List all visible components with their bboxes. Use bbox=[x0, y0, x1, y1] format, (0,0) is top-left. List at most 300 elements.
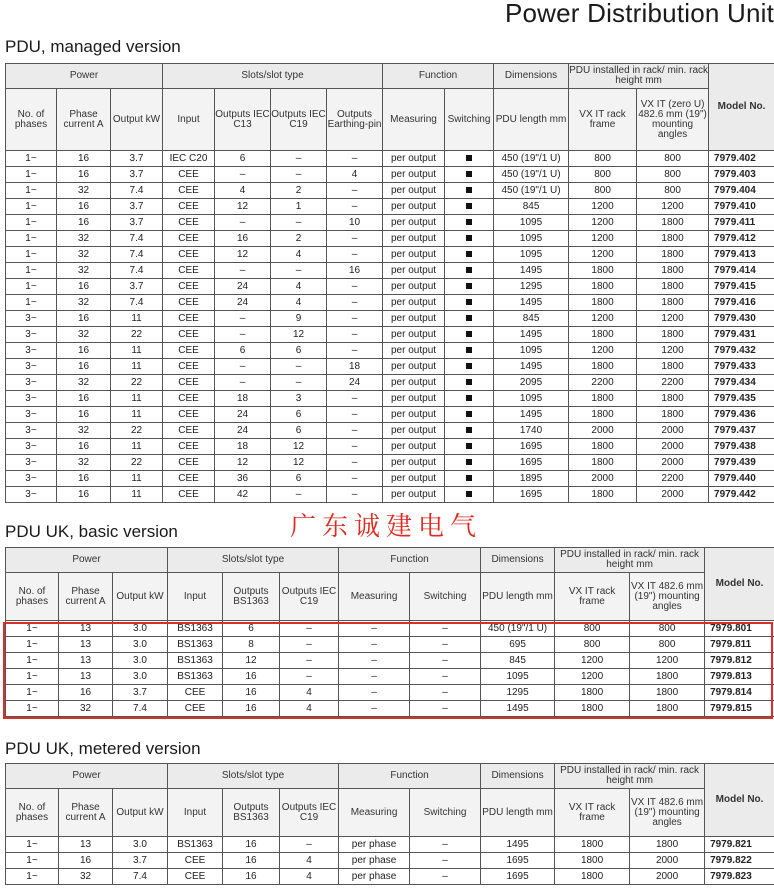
column-header: Outputs BS1363 bbox=[223, 573, 280, 621]
table-cell: 1 bbox=[271, 199, 327, 215]
model-number-cell: 7979.822 bbox=[705, 853, 774, 869]
table-cell: 2095 bbox=[494, 375, 569, 391]
group-header-function: Function bbox=[339, 764, 481, 789]
table-row bbox=[6, 423, 774, 439]
table-cell: 16 bbox=[223, 669, 280, 685]
model-number-cell: 7979.437 bbox=[709, 423, 774, 439]
table-cell: BS1363 bbox=[168, 669, 223, 685]
table-cell: 1800 bbox=[630, 701, 705, 717]
table-cell: 845 bbox=[494, 199, 569, 215]
table-row bbox=[6, 653, 774, 669]
table-row bbox=[6, 455, 774, 471]
table-row bbox=[6, 669, 774, 685]
group-header-power: Power bbox=[6, 764, 168, 789]
table-cell: per output bbox=[383, 231, 445, 247]
table-cell: 6 bbox=[215, 151, 271, 167]
switching-square-icon bbox=[466, 251, 472, 257]
table-cell: 12 bbox=[215, 199, 271, 215]
switching-square-icon bbox=[466, 283, 472, 289]
table-cell: – bbox=[280, 653, 339, 669]
table-cell: 4 bbox=[271, 279, 327, 295]
table-cell: 1200 bbox=[569, 215, 637, 231]
column-header: Input bbox=[168, 573, 223, 621]
table-cell: per output bbox=[383, 375, 445, 391]
table-cell: 7.4 bbox=[111, 247, 163, 263]
table-cell: 1800 bbox=[569, 439, 637, 455]
table-cell: 1200 bbox=[630, 653, 705, 669]
table-cell: 1~ bbox=[6, 215, 57, 231]
column-header: Switching bbox=[445, 89, 494, 151]
table-cell: 800 bbox=[555, 621, 630, 637]
table-cell: 11 bbox=[111, 359, 163, 375]
switching-square-icon bbox=[466, 363, 472, 369]
table-cell: BS1363 bbox=[168, 653, 223, 669]
table-cell: 3~ bbox=[6, 375, 57, 391]
table-cell: 13 bbox=[59, 837, 113, 853]
table-cell: per output bbox=[383, 439, 445, 455]
group-header-slots: Slots/slot type bbox=[168, 764, 339, 789]
table-cell: 13 bbox=[59, 669, 113, 685]
table-cell: 16 bbox=[223, 853, 280, 869]
table-cell: 1800 bbox=[555, 701, 630, 717]
table-cell: 1800 bbox=[569, 327, 637, 343]
model-number-cell: 7979.823 bbox=[705, 869, 774, 885]
table-cell: 800 bbox=[637, 151, 709, 167]
managed-pdu-table bbox=[5, 63, 774, 503]
table-cell: 32 bbox=[57, 263, 111, 279]
switching-square-icon bbox=[466, 443, 472, 449]
table-cell: per output bbox=[383, 423, 445, 439]
table-cell: 13 bbox=[59, 637, 113, 653]
table-cell: 3.7 bbox=[111, 215, 163, 231]
table-cell: 1200 bbox=[569, 247, 637, 263]
table-cell: 450 (19"/1 U) bbox=[494, 151, 569, 167]
table-cell: 13 bbox=[59, 653, 113, 669]
table-cell: 12 bbox=[271, 455, 327, 471]
model-number-cell: 7979.814 bbox=[705, 685, 774, 701]
table-cell: 16 bbox=[223, 685, 280, 701]
table-cell: 1800 bbox=[555, 837, 630, 853]
column-header: VX IT rack frame bbox=[555, 573, 630, 621]
table-cell: 11 bbox=[111, 343, 163, 359]
table-cell: per output bbox=[383, 327, 445, 343]
table-cell: 7.4 bbox=[113, 869, 168, 885]
table-cell: 1800 bbox=[569, 455, 637, 471]
table-cell: 11 bbox=[111, 487, 163, 503]
table-cell: CEE bbox=[163, 471, 215, 487]
model-number-cell: 7979.813 bbox=[705, 669, 774, 685]
table-cell: 2000 bbox=[569, 423, 637, 439]
table-cell: CEE bbox=[163, 183, 215, 199]
column-header-model-no: Model No. bbox=[709, 64, 774, 151]
table-cell: – bbox=[410, 701, 481, 717]
table-cell: 1095 bbox=[494, 343, 569, 359]
column-header: VX IT 482.6 mm (19") mounting angles bbox=[630, 789, 705, 837]
column-header: Output kW bbox=[111, 89, 163, 151]
column-header: PDU length mm bbox=[481, 573, 555, 621]
table-cell: – bbox=[327, 423, 383, 439]
table-cell: 9 bbox=[271, 311, 327, 327]
table-cell: 32 bbox=[57, 423, 111, 439]
table-cell: – bbox=[410, 837, 481, 853]
table-cell: 800 bbox=[569, 183, 637, 199]
model-number-cell: 7979.438 bbox=[709, 439, 774, 455]
table-cell: 1800 bbox=[630, 837, 705, 853]
table-cell: 1495 bbox=[494, 327, 569, 343]
table-cell: 1~ bbox=[6, 669, 59, 685]
column-header: Outputs IEC C19 bbox=[280, 573, 339, 621]
table-cell: 3~ bbox=[6, 359, 57, 375]
table-cell: – bbox=[280, 837, 339, 853]
table-cell: 22 bbox=[111, 327, 163, 343]
table-cell: 1800 bbox=[637, 407, 709, 423]
table-cell: per output bbox=[383, 167, 445, 183]
column-header-model-no: Model No. bbox=[705, 764, 774, 837]
table-cell: CEE bbox=[163, 423, 215, 439]
table-cell: 450 (19"/1 U) bbox=[494, 183, 569, 199]
table-cell: 1800 bbox=[637, 359, 709, 375]
table-cell: 1200 bbox=[637, 343, 709, 359]
switching-square-icon bbox=[466, 395, 472, 401]
model-number-cell: 7979.801 bbox=[705, 621, 774, 637]
table-cell: 16 bbox=[57, 167, 111, 183]
table-cell: 6 bbox=[215, 343, 271, 359]
table-cell: 1~ bbox=[6, 295, 57, 311]
section-heading-managed: PDU, managed version bbox=[5, 37, 181, 56]
table-cell: 1800 bbox=[555, 869, 630, 885]
table-cell: 24 bbox=[215, 279, 271, 295]
table-cell: 1495 bbox=[494, 359, 569, 375]
table-cell: – bbox=[410, 637, 481, 653]
model-number-cell: 7979.415 bbox=[709, 279, 774, 295]
table-cell: 32 bbox=[57, 247, 111, 263]
table-cell: 32 bbox=[57, 231, 111, 247]
uk-basic-pdu-table bbox=[5, 547, 774, 717]
table-row bbox=[6, 279, 774, 295]
table-cell: – bbox=[327, 151, 383, 167]
table-cell: 1~ bbox=[6, 621, 59, 637]
table-cell: 1495 bbox=[481, 701, 555, 717]
table-cell: 4 bbox=[271, 295, 327, 311]
model-number-cell: 7979.434 bbox=[709, 375, 774, 391]
table-cell: 2000 bbox=[637, 487, 709, 503]
table-cell: – bbox=[410, 653, 481, 669]
table-cell: – bbox=[327, 455, 383, 471]
table-cell: per output bbox=[383, 455, 445, 471]
column-header-model-no: Model No. bbox=[705, 548, 774, 621]
table-cell: – bbox=[327, 183, 383, 199]
table-cell: – bbox=[215, 311, 271, 327]
table-cell: 16 bbox=[223, 701, 280, 717]
table-cell: 3.0 bbox=[113, 669, 168, 685]
switching-square-icon bbox=[466, 219, 472, 225]
table-cell: 1695 bbox=[494, 487, 569, 503]
table-cell: 845 bbox=[481, 653, 555, 669]
table-cell: – bbox=[327, 407, 383, 423]
table-cell: 1095 bbox=[494, 215, 569, 231]
column-header: No. of phases bbox=[6, 573, 59, 621]
table-row bbox=[6, 215, 774, 231]
table-cell: CEE bbox=[163, 215, 215, 231]
table-cell: 3~ bbox=[6, 311, 57, 327]
table-cell: 6 bbox=[271, 343, 327, 359]
table-cell: – bbox=[410, 685, 481, 701]
table-cell: 1495 bbox=[494, 295, 569, 311]
table-cell: 1200 bbox=[555, 653, 630, 669]
table-cell: 1800 bbox=[569, 391, 637, 407]
table-cell: per output bbox=[383, 471, 445, 487]
table-cell bbox=[445, 263, 494, 279]
table-cell: 18 bbox=[215, 439, 271, 455]
table-cell: 16 bbox=[57, 279, 111, 295]
model-number-cell: 7979.403 bbox=[709, 167, 774, 183]
column-header: Measuring bbox=[383, 89, 445, 151]
table-cell: 1~ bbox=[6, 231, 57, 247]
switching-square-icon bbox=[466, 267, 472, 273]
model-number-cell: 7979.431 bbox=[709, 327, 774, 343]
table-cell: 2000 bbox=[569, 471, 637, 487]
table-cell bbox=[445, 183, 494, 199]
table-cell: – bbox=[327, 327, 383, 343]
watermark-text: 广东诚建电气 bbox=[290, 512, 483, 542]
table-row bbox=[6, 295, 774, 311]
table-cell bbox=[445, 423, 494, 439]
table-cell: 3~ bbox=[6, 471, 57, 487]
table-cell: per output bbox=[383, 151, 445, 167]
table-row bbox=[6, 151, 774, 167]
table-cell: 1~ bbox=[6, 279, 57, 295]
table-cell: 1800 bbox=[637, 295, 709, 311]
table-cell: 1800 bbox=[637, 247, 709, 263]
table-cell: 6 bbox=[223, 621, 280, 637]
table-cell bbox=[445, 311, 494, 327]
table-cell: 12 bbox=[271, 439, 327, 455]
model-number-cell: 7979.442 bbox=[709, 487, 774, 503]
table-cell: CEE bbox=[168, 685, 223, 701]
table-cell bbox=[445, 343, 494, 359]
table-cell bbox=[445, 247, 494, 263]
table-cell: per phase bbox=[339, 853, 410, 869]
table-cell: 16 bbox=[57, 487, 111, 503]
table-cell: 10 bbox=[327, 215, 383, 231]
table-cell: 1800 bbox=[637, 263, 709, 279]
table-cell bbox=[445, 455, 494, 471]
table-cell: 845 bbox=[494, 311, 569, 327]
model-number-cell: 7979.433 bbox=[709, 359, 774, 375]
switching-square-icon bbox=[466, 475, 472, 481]
model-number-cell: 7979.432 bbox=[709, 343, 774, 359]
table-cell: 16 bbox=[59, 853, 113, 869]
table-cell bbox=[445, 295, 494, 311]
table-cell: 1800 bbox=[569, 295, 637, 311]
table-row bbox=[6, 343, 774, 359]
table-cell: – bbox=[327, 343, 383, 359]
table-cell bbox=[445, 407, 494, 423]
switching-square-icon bbox=[466, 203, 472, 209]
column-header: Measuring bbox=[339, 573, 410, 621]
table-cell: BS1363 bbox=[168, 837, 223, 853]
group-header-row bbox=[6, 764, 774, 789]
table-row bbox=[6, 375, 774, 391]
table-cell: – bbox=[215, 263, 271, 279]
table-cell: 1~ bbox=[6, 701, 59, 717]
table-cell: 16 bbox=[215, 231, 271, 247]
column-header: VX IT 482.6 mm (19") mounting angles bbox=[630, 573, 705, 621]
column-header: Outputs IEC C13 bbox=[215, 89, 271, 151]
table-cell: BS1363 bbox=[168, 637, 223, 653]
table-cell: CEE bbox=[163, 311, 215, 327]
table-cell: 24 bbox=[215, 295, 271, 311]
table-cell: 24 bbox=[215, 407, 271, 423]
column-header-row bbox=[6, 573, 774, 621]
table-cell: – bbox=[327, 231, 383, 247]
table-cell: CEE bbox=[163, 487, 215, 503]
table-cell: 3.0 bbox=[113, 637, 168, 653]
switching-square-icon bbox=[466, 155, 472, 161]
table-cell bbox=[445, 167, 494, 183]
table-cell: 2 bbox=[271, 183, 327, 199]
table-cell: 16 bbox=[327, 263, 383, 279]
table-cell: 16 bbox=[223, 837, 280, 853]
table-cell: 7.4 bbox=[111, 183, 163, 199]
table-cell: per output bbox=[383, 247, 445, 263]
group-header-row bbox=[6, 548, 774, 573]
table-row bbox=[6, 199, 774, 215]
table-cell: 1~ bbox=[6, 199, 57, 215]
group-header-installed: PDU installed in rack/ min. rack height mm bbox=[569, 64, 709, 89]
table-cell: per output bbox=[383, 343, 445, 359]
table-cell: per phase bbox=[339, 869, 410, 885]
table-cell: 1200 bbox=[637, 311, 709, 327]
table-cell: 1~ bbox=[6, 167, 57, 183]
table-cell: 32 bbox=[57, 455, 111, 471]
table-cell: 6 bbox=[271, 407, 327, 423]
table-cell: per output bbox=[383, 295, 445, 311]
group-header-power: Power bbox=[6, 64, 163, 89]
page-title: Power Distribution Unit bbox=[504, 0, 774, 28]
table-cell: – bbox=[327, 391, 383, 407]
table-cell: – bbox=[271, 375, 327, 391]
table-cell: CEE bbox=[163, 391, 215, 407]
table-row bbox=[6, 487, 774, 503]
table-cell: 2000 bbox=[637, 423, 709, 439]
table-row bbox=[6, 167, 774, 183]
table-cell: – bbox=[327, 199, 383, 215]
column-header: Phase current A bbox=[57, 89, 111, 151]
table-cell: CEE bbox=[163, 231, 215, 247]
table-cell: – bbox=[410, 621, 481, 637]
group-header-power: Power bbox=[6, 548, 168, 573]
table-cell: 3.7 bbox=[111, 167, 163, 183]
table-cell: 12 bbox=[223, 653, 280, 669]
table-cell: 2000 bbox=[630, 869, 705, 885]
table-cell: – bbox=[327, 471, 383, 487]
table-cell: 3~ bbox=[6, 487, 57, 503]
table-cell: CEE bbox=[163, 167, 215, 183]
table-cell: 1800 bbox=[569, 407, 637, 423]
table-cell: 11 bbox=[111, 407, 163, 423]
table-cell: 1~ bbox=[6, 151, 57, 167]
table-cell: 2000 bbox=[630, 853, 705, 869]
table-cell: 11 bbox=[111, 471, 163, 487]
table-cell bbox=[445, 279, 494, 295]
switching-square-icon bbox=[466, 347, 472, 353]
table-cell: 1200 bbox=[569, 343, 637, 359]
column-header: VX IT (zero U) 482.6 mm (19") mounting angles bbox=[637, 89, 709, 151]
model-number-cell: 7979.412 bbox=[709, 231, 774, 247]
table-cell: per output bbox=[383, 279, 445, 295]
uk-metered-pdu-table bbox=[5, 763, 774, 885]
table-cell: 1095 bbox=[481, 669, 555, 685]
switching-square-icon bbox=[466, 427, 472, 433]
column-header: No. of phases bbox=[6, 89, 57, 151]
table-cell: per phase bbox=[339, 837, 410, 853]
table-cell: 1800 bbox=[555, 853, 630, 869]
table-row bbox=[6, 853, 774, 869]
table-cell: 32 bbox=[57, 183, 111, 199]
table-cell: 1495 bbox=[494, 407, 569, 423]
table-cell: – bbox=[339, 701, 410, 717]
table-row bbox=[6, 685, 774, 701]
table-cell: 4 bbox=[280, 853, 339, 869]
table-cell: 32 bbox=[59, 701, 113, 717]
switching-square-icon bbox=[466, 187, 472, 193]
table-cell: 16 bbox=[57, 199, 111, 215]
table-cell: CEE bbox=[168, 853, 223, 869]
switching-square-icon bbox=[466, 315, 472, 321]
column-header-row bbox=[6, 89, 774, 151]
table-cell: 450 (19"/1 U) bbox=[481, 621, 555, 637]
table-cell bbox=[445, 327, 494, 343]
table-cell: 1695 bbox=[494, 455, 569, 471]
column-header: VX IT rack frame bbox=[555, 789, 630, 837]
table-cell: 32 bbox=[59, 869, 113, 885]
table-cell: 1295 bbox=[494, 279, 569, 295]
table-cell: 3.0 bbox=[113, 621, 168, 637]
table-cell: – bbox=[280, 637, 339, 653]
table-cell: – bbox=[215, 327, 271, 343]
table-row bbox=[6, 391, 774, 407]
table-cell: 3~ bbox=[6, 407, 57, 423]
table-cell: 2000 bbox=[637, 455, 709, 471]
column-header: PDU length mm bbox=[481, 789, 555, 837]
table-cell: 3~ bbox=[6, 327, 57, 343]
model-number-cell: 7979.440 bbox=[709, 471, 774, 487]
table-cell: 1800 bbox=[630, 685, 705, 701]
table-cell: – bbox=[215, 167, 271, 183]
column-header: No. of phases bbox=[6, 789, 59, 837]
table-cell bbox=[445, 151, 494, 167]
model-number-cell: 7979.812 bbox=[705, 653, 774, 669]
table-cell: – bbox=[280, 621, 339, 637]
table-cell: 16 bbox=[57, 359, 111, 375]
table-cell: 1800 bbox=[637, 327, 709, 343]
table-cell: 1095 bbox=[494, 391, 569, 407]
table-cell: 16 bbox=[57, 343, 111, 359]
table-cell bbox=[445, 391, 494, 407]
table-cell: CEE bbox=[163, 343, 215, 359]
table-cell: 13 bbox=[59, 621, 113, 637]
model-number-cell: 7979.410 bbox=[709, 199, 774, 215]
table-cell: CEE bbox=[168, 701, 223, 717]
table-cell bbox=[445, 487, 494, 503]
model-number-cell: 7979.435 bbox=[709, 391, 774, 407]
table-cell: CEE bbox=[163, 439, 215, 455]
table-cell: 16 bbox=[223, 869, 280, 885]
table-cell: 16 bbox=[57, 471, 111, 487]
table-cell: – bbox=[339, 653, 410, 669]
model-number-cell: 7979.404 bbox=[709, 183, 774, 199]
